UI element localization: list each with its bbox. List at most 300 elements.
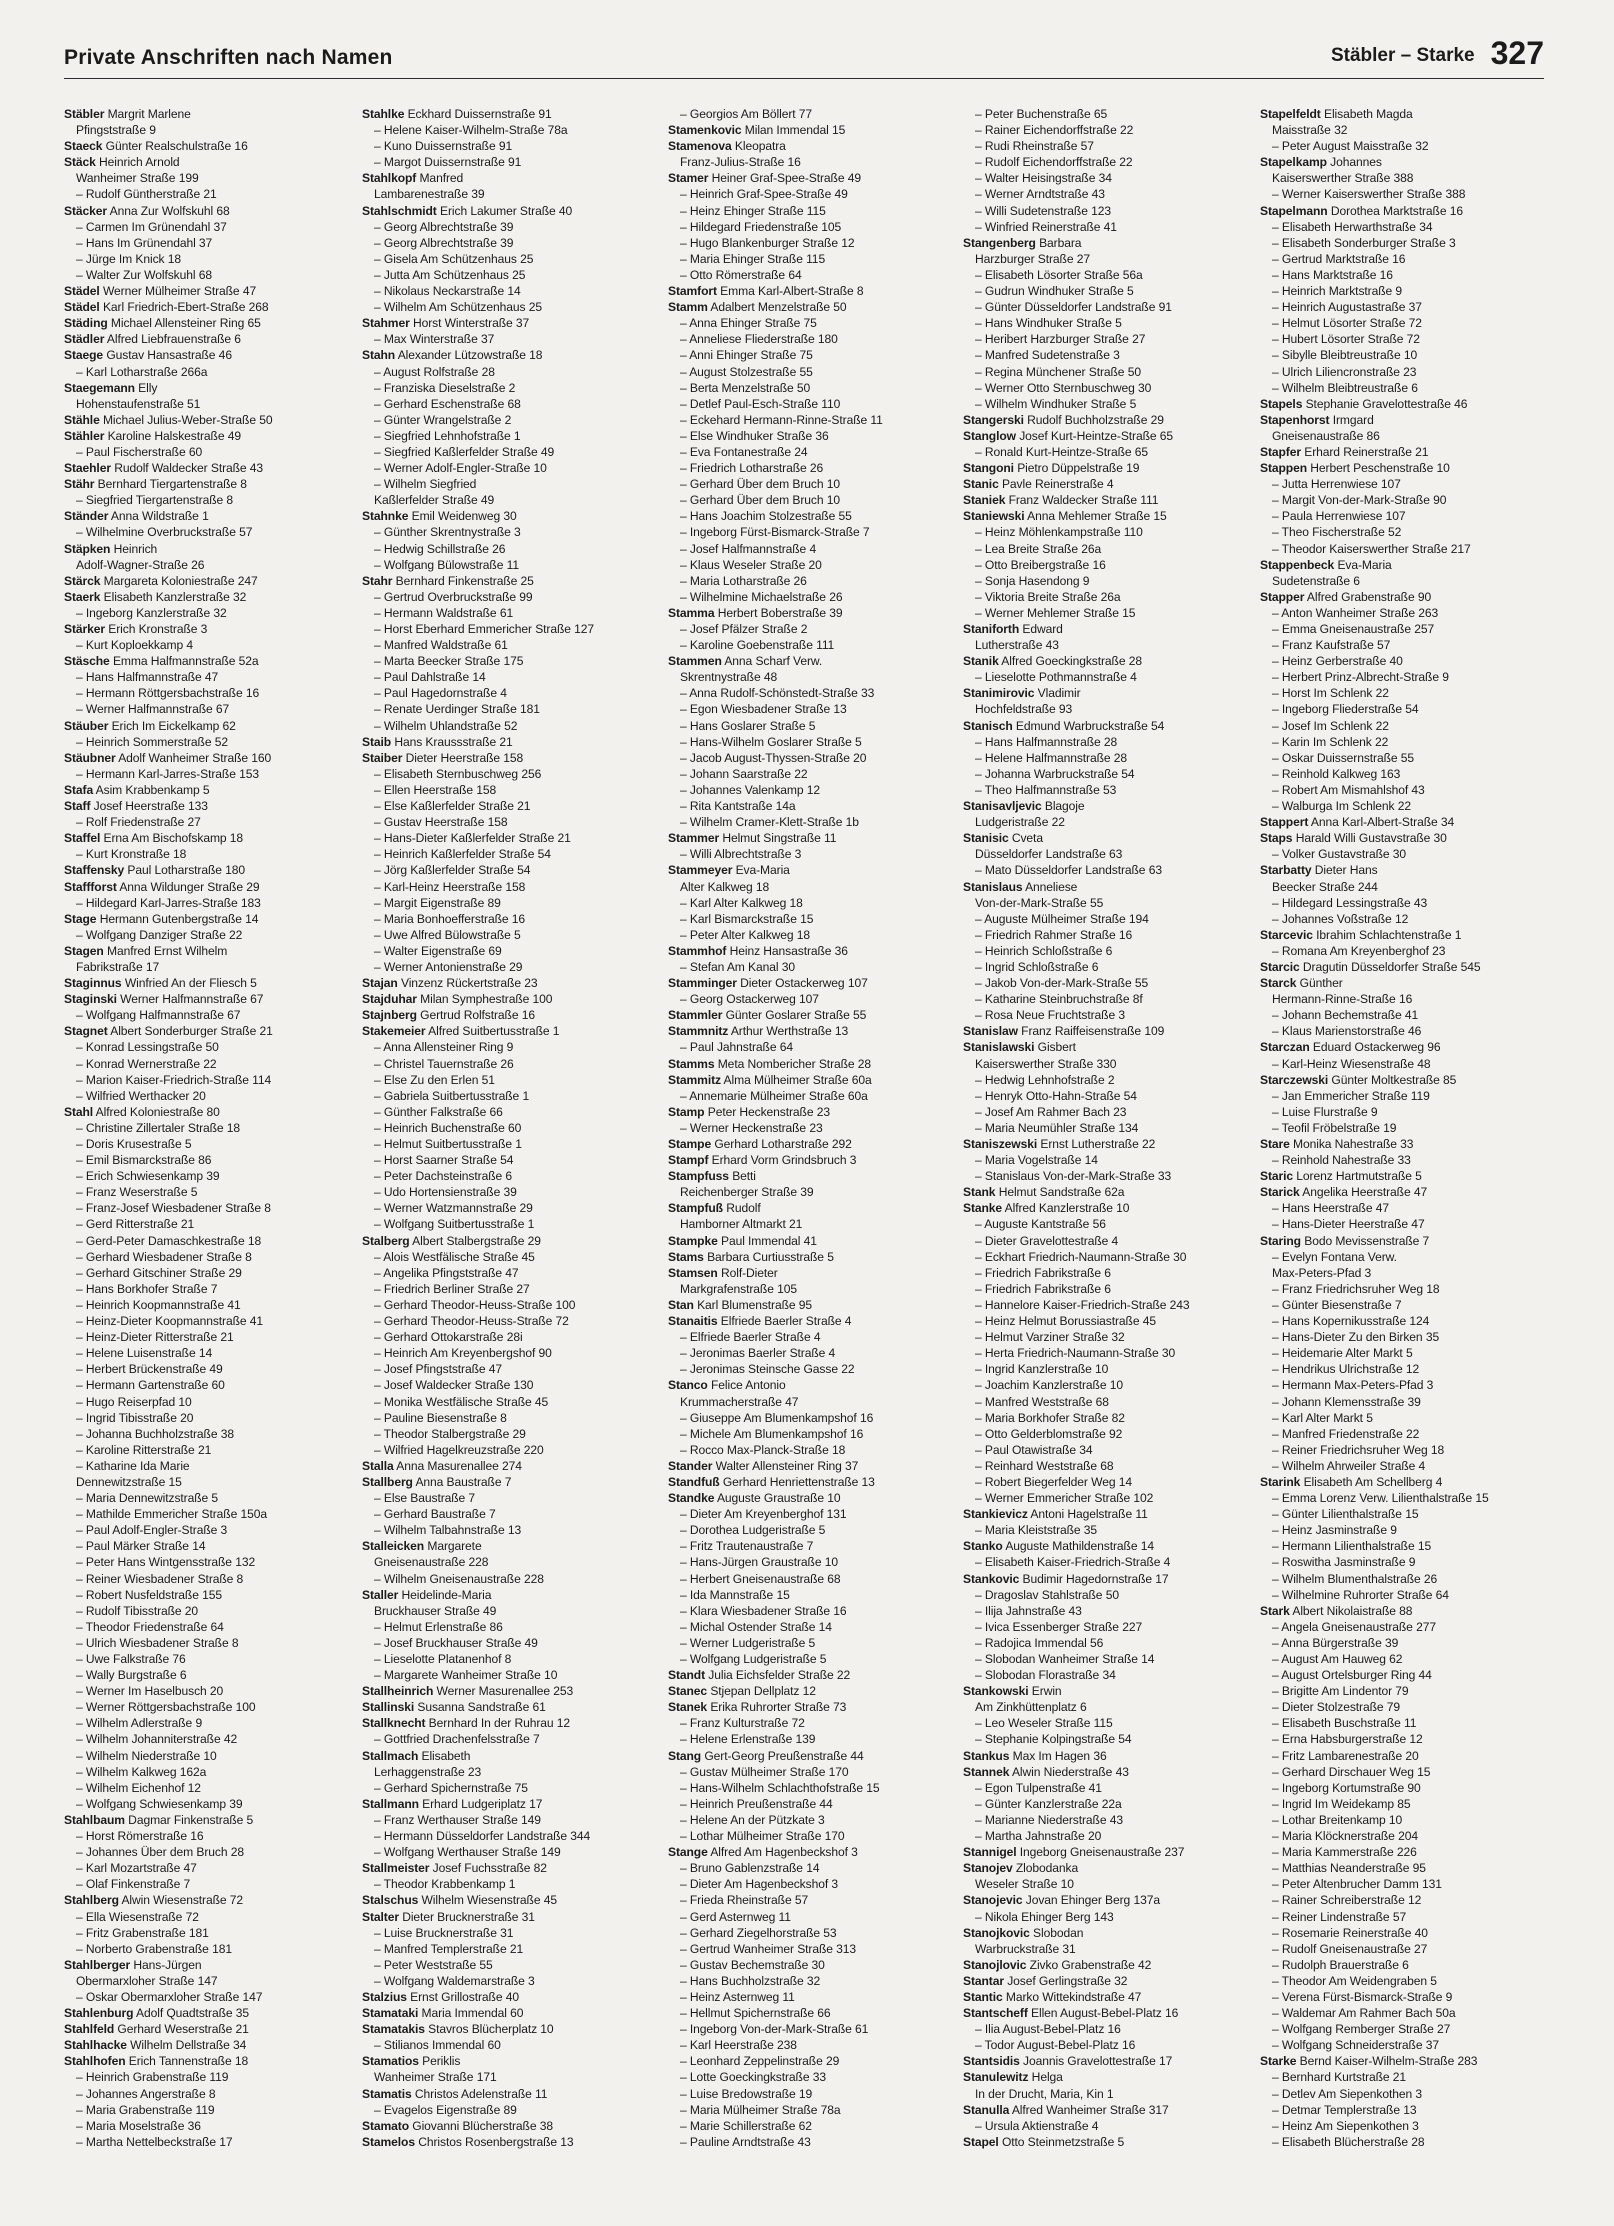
directory-entry: – Slobodan Florastraße 34 [975,1668,1116,1683]
directory-entry: – Giuseppe Am Blumenkampshof 16 [680,1410,874,1425]
directory-entry: – Paul Fischerstraße 60 [76,444,203,459]
entry-surname: Stalberg [362,1233,410,1248]
directory-entry: – Franz-Josef Wiesbadener Straße 8 [76,1201,271,1216]
directory-entry: Ludgeristraße 22 [975,815,1065,830]
page-title: Private Anschriften nach Namen [64,46,393,69]
entry-surname: Stams [668,1249,704,1264]
directory-entry: Stamatis Christos Adelenstraße 11 [362,2086,548,2101]
directory-entry: – Brigitte Am Lindentor 79 [1272,1684,1409,1699]
directory-entry: – Winfried Reinerstraße 41 [975,219,1117,234]
directory-entry: – Maria Vogelstraße 14 [975,1153,1098,1168]
entry-surname: Stanic [963,477,999,492]
directory-entry: – Fritz Grabenstraße 181 [76,1925,209,1940]
directory-entry: – Karl Alter Kalkweg 18 [680,895,803,910]
directory-entry: – Friedrich Berliner Straße 27 [374,1281,530,1296]
directory-entry: – Teofil Fröbelstraße 19 [1272,1120,1397,1135]
directory-entry: – Viktoria Breite Straße 26a [975,589,1121,604]
directory-entry: – Johann Saarstraße 22 [680,766,808,781]
directory-entry: Stamato Giovanni Blücherstraße 38 [362,2118,553,2133]
directory-entry: – Wolfgang Schwiesenkamp 39 [76,1796,243,1811]
directory-entry: – Detlev Am Siepenkothen 3 [1272,2086,1423,2101]
directory-entry: – Wilhelm Eichenhof 12 [76,1780,201,1795]
directory-entry: – Pauline Biesenstraße 8 [374,1410,507,1425]
directory-entry: Stanic Pavle Reinerstraße 4 [963,477,1114,492]
entry-surname: Stakemeier [362,1024,426,1039]
entry-surname: Stäubner [64,750,116,765]
directory-entry: – Rudolf Eichendorffstraße 22 [975,155,1133,170]
directory-entry: – Gustav Mülheimer Straße 170 [680,1764,849,1779]
directory-entry: – Heinz-Dieter Ritterstraße 21 [76,1330,234,1345]
directory-entry: – Norberto Grabenstraße 181 [76,1941,232,1956]
directory-entry: Stamatios Periklis [362,2054,461,2069]
directory-entry: Staniewski Anna Mehlemer Straße 15 [963,509,1167,524]
directory-entry: – Peter August Maisstraße 32 [1272,139,1429,154]
directory-entry: Staginnus Winfried An der Fliesch 5 [64,976,257,991]
directory-entry: Düsseldorfer Landstraße 63 [975,847,1123,862]
directory-entry: Starbatty Dieter Hans [1260,863,1378,878]
directory-entry: Stallmeister Josef Fuchsstraße 82 [362,1861,547,1876]
page-range [1331,35,1544,72]
directory-entry: – Günther Falkstraße 66 [374,1104,503,1119]
directory-entry: – Wilhelm Uhlandstraße 52 [374,718,518,733]
directory-entry: Stahr Bernhard Finkenstraße 25 [362,573,534,588]
directory-entry: – Michal Ostender Straße 14 [680,1619,832,1634]
entry-surname: Stankovic [963,1571,1020,1586]
directory-entry: – Johannes Angerstraße 8 [76,2086,216,2101]
directory-entry: – Paul Märker Straße 14 [76,1539,206,1554]
directory-entry: – Else Zu den Erlen 51 [374,1072,495,1087]
directory-entry: – Reinhold Nahestraße 33 [1272,1153,1411,1168]
directory-entry: – Werner Ludgeristraße 5 [680,1635,816,1650]
directory-entry: – Peter Alter Kalkweg 18 [680,927,811,942]
entry-surname: Staginnus [64,976,122,991]
entry-surname: Stalla [362,1458,394,1473]
entry-surname: Stanisic [963,831,1009,846]
directory-entry: – Stilianos Immendal 60 [374,2038,501,2053]
directory-entry: – Maria Kleiststraße 35 [975,1523,1098,1538]
entry-surname: Stannigel [963,1845,1017,1860]
directory-entry: Hohenstaufenstraße 51 [76,396,201,411]
directory-entry: – Maria Ehinger Straße 115 [680,251,826,266]
directory-entry: Staniek Franz Waldecker Straße 111 [963,493,1159,508]
entry-surname: Ständer [64,509,109,524]
directory-entry: – Jutta Am Schützenhaus 25 [374,267,526,282]
entry-surname: Staniewski [963,509,1025,524]
directory-entry: – Gerhard Baustraße 7 [374,1507,496,1522]
entry-surname: Stamatios [362,2054,419,2069]
directory-entry: – Emma Gneisenaustraße 257 [1272,622,1435,636]
directory-entry: – Stefan Am Kanal 30 [680,959,795,974]
directory-entry: – Dieter Gravelottestraße 4 [975,1233,1119,1248]
entry-surname: Stamms [668,1056,715,1071]
directory-entry: – Maria Borkhofer Straße 82 [975,1410,1125,1425]
directory-entry: Städler Alfred Liebfrauenstraße 6 [64,332,241,347]
entry-surname: Staib [362,734,392,749]
directory-entry: – Robert Am Mismahlshof 43 [1272,782,1425,797]
directory-entry: – Werner Kaiserswerther Straße 388 [1272,187,1466,202]
directory-entry: Staffforst Anna Wildunger Straße 29 [64,879,260,894]
entry-surname: Stammen [668,654,722,669]
entry-surname: Stahnke [362,509,409,524]
directory-entry: Max-Peters-Pfad 3 [1272,1265,1372,1280]
directory-entry: Stahlenburg Adolf Quadtstraße 35 [64,2006,250,2021]
directory-entry: Staegemann Elly [64,380,158,395]
directory-entry: – Ingrid Im Weidekamp 85 [1272,1796,1411,1811]
entry-surname: Stahmer [362,316,410,331]
directory-entry: Stallberg Anna Baustraße 7 [362,1474,512,1489]
directory-entry: – Peter Hans Wintgensstraße 132 [76,1555,256,1570]
directory-entry: Stange Alfred Am Hagenbeckshof 3 [668,1845,858,1860]
directory-entry: – Hans Windhuker Straße 5 [975,316,1122,331]
directory-entry: Stantic Marko Wittekindstraße 47 [963,1989,1142,2004]
directory-entry: – Horst Saarner Straße 54 [374,1153,514,1168]
entry-surname: Stanojevic [963,1893,1023,1908]
directory-entry: – Johannes Voßstraße 12 [1272,911,1409,926]
entry-surname: Stapelmann [1260,203,1328,218]
directory-entry: – Elisabeth Herwarthstraße 34 [1272,219,1433,234]
directory-entry: Stanko Auguste Mathildenstraße 14 [963,1539,1154,1554]
directory-entry: – Martha Nettelbeckstraße 17 [76,2134,233,2149]
directory-entry: Stamfort Emma Karl-Albert-Straße 8 [668,284,864,299]
directory-entry: – Uwe Alfred Bülowstraße 5 [374,927,521,942]
directory-entry: – Egon Wiesbadener Straße 13 [680,702,847,717]
directory-entry: – Gertrud Marktstraße 16 [1272,251,1406,266]
directory-entry: – Manfred Templerstraße 21 [374,1941,524,1956]
directory-entry: – Hannelore Kaiser-Friedrich-Straße 243 [975,1297,1190,1312]
directory-entry: – Anni Ehinger Straße 75 [680,348,813,363]
directory-entry: – Johann Klemensstraße 39 [1272,1394,1421,1409]
directory-entry: Stanojkovic Slobodan [963,1925,1084,1940]
directory-entry: Harzburger Straße 27 [975,251,1090,266]
directory-entry: – Theo Halfmannstraße 53 [975,782,1117,797]
directory-entry: – Wilfried Werthacker 20 [76,1088,206,1103]
directory-entry: – Manfred Sudetenstraße 3 [975,348,1120,363]
directory-entry: – Ingeborg Fürst-Bismarck-Straße 7 [680,525,870,540]
directory-entry: Lambarenestraße 39 [374,187,485,202]
directory-entry: – Josef Halfmannstraße 4 [680,541,817,556]
directory-entry: Stamer Heiner Graf-Spee-Straße 49 [668,171,861,186]
directory-entry: Stalberg Albert Stalbergstraße 29 [362,1233,541,1248]
directory-entry: – Wolfgang Remberger Straße 27 [1272,2022,1451,2037]
entry-surname: Stähle [64,412,100,427]
directory-entry: Stanke Alfred Kanzlerstraße 10 [963,1201,1130,1216]
directory-entry: – Verena Fürst-Bismarck-Straße 9 [1272,1989,1453,2004]
directory-entry: Starke Bernd Kaiser-Wilhelm-Straße 283 [1260,2054,1478,2069]
directory-entry: – Maria Moselstraße 36 [76,2118,201,2133]
directory-entry: – Johanna Warbruckstraße 54 [975,766,1135,781]
directory-entry: – Siegfried Lehnhofstraße 1 [374,428,521,443]
directory-entry: Stare Monika Nahestraße 33 [1260,1137,1414,1151]
directory-entry: – Paul Adolf-Engler-Straße 3 [76,1523,228,1538]
entry-surname: Stantar [963,1973,1004,1988]
directory-entry: – Jan Emmericher Straße 119 [1272,1088,1430,1103]
directory-entry: – Heinz-Dieter Koopmannstraße 41 [76,1314,264,1329]
directory-entry: – Elisabeth Lösorter Straße 56a [975,267,1143,282]
entry-surname: Staginski [64,992,117,1007]
directory-entry: – Ingrid Schloßstraße 6 [975,959,1099,974]
directory-entry: – Wolfgang Danziger Straße 22 [76,927,243,942]
directory-entry: Stannek Alwin Niederstraße 43 [963,1764,1129,1779]
entry-surname: Stapenhorst [1260,412,1330,427]
directory-entry: – Jacob August-Thyssen-Straße 20 [680,750,867,765]
directory-entry: – Maria Mülheimer Straße 78a [680,2102,841,2117]
directory-entry: Stäuber Erich Im Eickelkamp 62 [64,718,236,733]
directory-entry: – Ulrich Liliencronstraße 23 [1272,364,1417,379]
directory-entry: Stamatakis Stavros Blücherplatz 10 [362,2022,554,2037]
directory-entry: – Anna Bürgerstraße 39 [1272,1635,1399,1650]
directory-entry: Standt Julia Eichsfelder Straße 22 [668,1668,851,1683]
entry-surname: Stalter [362,1909,399,1924]
directory-entry: Krummacherstraße 47 [680,1394,799,1409]
directory-entry: – Heinrich Sommerstraße 52 [76,734,228,749]
directory-entry: Stankovic Budimir Hagedornstraße 17 [963,1571,1169,1586]
page-number: 327 [1490,35,1544,71]
directory-entry: – Gerd Ritterstraße 21 [76,1217,195,1232]
directory-entry: Stäubner Adolf Wanheimer Straße 160 [64,750,272,765]
directory-entry: Stallheinrich Werner Masurenallee 253 [362,1684,574,1699]
entry-surname: Städel [64,300,100,315]
entry-surname: Stahlschmidt [362,203,437,218]
entry-surname: Standfuß [668,1474,720,1489]
directory-entry: Stangoni Pietro Düppelstraße 19 [963,461,1140,476]
entry-surname: Stahlberger [64,1957,131,1972]
directory-entry: Stamma Herbert Boberstraße 39 [668,605,843,620]
directory-entry: – Reiner Lindenstraße 57 [1272,1909,1407,1924]
entry-surname: Stammler [668,1008,723,1023]
directory-entry: – Leonhard Zeppelinstraße 29 [680,2054,840,2069]
directory-entry: – Josef Pfälzer Straße 2 [680,622,808,636]
directory-entry: Staiber Dieter Heerstraße 158 [362,750,524,765]
directory-entry: – Doris Krusestraße 5 [76,1137,192,1151]
directory-entry: Starczan Eduard Ostackerweg 96 [1260,1040,1441,1055]
directory-entry: – Heribert Harzburger Straße 27 [975,332,1146,347]
directory-entry: Stamp Peter Heckenstraße 23 [668,1104,830,1119]
entry-surname: Stamm [668,300,708,315]
directory-entry: Stäck Heinrich Arnold [64,155,180,170]
directory-entry: Staller Heidelinde-Maria [362,1587,492,1602]
directory-entry: – Theodor Friedenstraße 64 [76,1619,224,1634]
directory-entry: Stalla Anna Masurenallee 274 [362,1458,522,1473]
directory-entry: Standke Auguste Graustraße 10 [668,1491,841,1506]
directory-entry: – Horst Römerstraße 16 [76,1829,204,1844]
directory-entry: – Heinrich Marktstraße 9 [1272,284,1402,299]
directory-entry: – Wilhelm Johanniterstraße 42 [76,1732,238,1747]
directory-entry: Maisstraße 32 [1272,123,1348,138]
directory-entry: Stanulewitz Helga [963,2070,1063,2085]
page-header [64,34,1544,79]
directory-entry: – Hermann Röttgersbachstraße 16 [76,686,260,701]
directory-entry: Stammer Helmut Singstraße 11 [668,831,837,846]
directory-entry: Stanojev Zlobodanka [963,1861,1079,1876]
entry-surname: Staniek [963,493,1006,508]
directory-entry: – Olaf Finkenstraße 7 [76,1877,191,1892]
entry-surname: Stagnet [64,1024,108,1039]
entry-surname: Standt [668,1668,706,1683]
entry-surname: Stanek [668,1700,708,1715]
directory-entry: – Evagelos Eigenstraße 89 [374,2102,517,2117]
directory-entry: – Lea Breite Straße 26a [975,541,1102,556]
directory-entry: – Josef Pfingststraße 47 [374,1362,503,1377]
directory-entry: Staniforth Edward [963,622,1063,636]
directory-entry: – Wilhelm Cramer-Klett-Straße 1b [680,815,859,830]
directory-entry: – Reinhard Weststraße 68 [975,1458,1114,1473]
directory-entry: Stahlberger Hans-Jürgen [64,1957,202,1972]
directory-entry: – Hermann Waldstraße 61 [374,605,514,620]
directory-entry: Stajnberg Gertrud Rolfstraße 16 [362,1008,535,1023]
entry-surname: Städler [64,332,105,347]
directory-entry: Stanisic Cveta [963,831,1043,846]
entry-surname: Stammer [668,831,720,846]
directory-entry: – Theo Fischerstraße 52 [1272,525,1402,540]
entry-surname: Stanik [963,654,999,669]
directory-entry: – Angela Gneisenaustraße 277 [1272,1619,1436,1634]
entry-surname: Stan [668,1297,694,1312]
entry-surname: Stahr [362,573,393,588]
directory-entry: Stalschus Wilhelm Wiesenstraße 45 [362,1893,557,1908]
directory-entry: – Wolfgang Halfmannstraße 67 [76,1008,241,1023]
entry-surname: Stapelkamp [1260,155,1327,170]
directory-entry: Stalleicken Margarete [362,1539,482,1554]
directory-entry: – Jürge Im Knick 18 [76,251,181,266]
directory-entry: Staib Hans Kraussstraße 21 [362,734,513,749]
entry-surname: Stanec [668,1684,708,1699]
directory-entry: – Hildegard Friedenstraße 105 [680,219,842,234]
directory-entry: – Ella Wiesenstraße 72 [76,1909,199,1924]
directory-entry: Stantscheff Ellen August-Bebel-Platz 16 [963,2006,1179,2021]
directory-entry: – Horst Eberhard Emmericher Straße 127 [374,622,595,636]
directory-entry: – Herbert Brückenstraße 49 [76,1362,223,1377]
directory-entry: – Max Winterstraße 37 [374,332,495,347]
entry-surname: Stappen [1260,461,1308,476]
directory-entry: Stammler Günter Goslarer Straße 55 [668,1008,867,1023]
directory-entry: – Wolfgang Bülowstraße 11 [374,557,519,572]
directory-entry: – Ingeborg Kortumstraße 90 [1272,1780,1421,1795]
directory-entry: Markgrafenstraße 105 [680,1281,797,1296]
entry-surname: Staring [1260,1233,1301,1248]
directory-entry: – Dieter Am Hagenbeckshof 3 [680,1877,838,1892]
directory-entry: – Klaus Weseler Straße 20 [680,557,822,572]
directory-entry: – Volker Gustavstraße 30 [1272,847,1407,862]
directory-entry: – Kurt Kronstraße 18 [76,847,187,862]
directory-entry: – Friedrich Fabrikstraße 6 [975,1281,1111,1296]
directory-entry: Stagnet Albert Sonderburger Straße 21 [64,1024,273,1039]
entry-surname: Stähr [64,477,95,492]
directory-entry: – Friedrich Lotharstraße 26 [680,461,824,476]
directory-entry: – Wilhelmine Michaelstraße 26 [680,589,843,604]
directory-entry: – Dorothea Ludgeristraße 5 [680,1523,826,1538]
directory-entry: – Wilhelm Windhuker Straße 5 [975,396,1137,411]
entry-surname: Stäsche [64,654,110,669]
directory-entry: Stapenhorst Irmgard [1260,412,1374,427]
directory-entry: – Robert Biegerfelder Weg 14 [975,1474,1132,1489]
directory-entry: – Christine Zillertaler Straße 18 [76,1120,241,1135]
directory-entry: – Herta Friedrich-Naumann-Straße 30 [975,1346,1176,1361]
directory-entry: – Emma Lorenz Verw. Lilienthalstraße 15 [1272,1491,1489,1506]
entry-surname: Stahn [362,348,396,363]
directory-entry: – Ida Mannstraße 15 [680,1587,790,1602]
directory-entry: – Regina Münchener Straße 50 [975,364,1141,379]
entry-surname: Stanisch [963,718,1013,733]
directory-entry: – Mato Düsseldorfer Landstraße 63 [975,863,1162,878]
entry-surname: Stallknecht [362,1716,426,1731]
directory-entry: – Todor August-Bebel-Platz 16 [975,2038,1136,2053]
directory-entry: – Günter Biesenstraße 7 [1272,1297,1402,1312]
entry-surname: Stamma [668,605,715,620]
directory-entry: – Johannes Über dem Bruch 28 [76,1845,244,1860]
directory-entry: – Helmut Lösorter Straße 72 [1272,316,1422,331]
directory-entry: – Gustav Heerstraße 158 [374,815,508,830]
directory-entry: Stannigel Ingeborg Gneisenaustraße 237 [963,1845,1185,1860]
entry-surname: Stamatis [362,2086,412,2101]
directory-entry: – Jeronimas Baerler Straße 4 [680,1346,836,1361]
directory-entry: – Katharine Ida Marie [76,1458,190,1473]
directory-entry: – Peter Weststraße 55 [374,1957,493,1972]
entry-surname: Starczewski [1260,1072,1329,1087]
directory-entry: – Otto Römerstraße 64 [680,267,802,282]
directory-entry: Bruckhauser Straße 49 [374,1603,497,1618]
directory-entry: Stagen Manfred Ernst Wilhelm [64,943,228,958]
column-4 [963,106,1251,2150]
directory-entry: Starink Elisabeth Am Schellberg 4 [1260,1474,1443,1489]
directory-entry: – Karl Alter Markt 5 [1272,1410,1373,1425]
entry-surname: Stammitz [668,1072,721,1087]
entry-surname: Stamer [668,171,709,186]
directory-entry: – Hildegard Karl-Jarres-Straße 183 [76,895,261,910]
directory-entry: Stan Karl Blumenstraße 95 [668,1297,813,1312]
entry-surname: Stahlenburg [64,2006,134,2021]
directory-entry: Starck Günther [1260,976,1343,991]
directory-entry: – Wilhelm Ahrweiler Straße 4 [1272,1458,1426,1473]
directory-entry: – Rolf Friedenstraße 27 [76,815,201,830]
entry-surname: Stannek [963,1764,1010,1779]
directory-entry: Standfuß Gerhard Henriettenstraße 13 [668,1474,875,1489]
directory-entry: Staniszewski Ernst Lutherstraße 22 [963,1137,1156,1151]
entry-surname: Staegemann [64,380,135,395]
directory-entry: – Gottfried Drachenfelsstraße 7 [374,1732,540,1747]
directory-entry: Stankus Max Im Hagen 36 [963,1748,1107,1763]
directory-entry: – Lothar Mülheimer Straße 170 [680,1829,845,1844]
directory-entry: – Anna Ehinger Straße 75 [680,316,817,331]
directory-entry: – Lotte Goeckingkstraße 33 [680,2070,826,2085]
directory-entry: Stangenberg Barbara [963,235,1082,250]
directory-entry: – Wally Burgstraße 6 [76,1668,187,1683]
entry-surname: Stallmeister [362,1861,430,1876]
directory-entry: – Heinz Asternweg 11 [680,1989,795,2004]
directory-entry: – Friedrich Rahmer Straße 16 [975,927,1133,942]
directory-entry: – Paul Dahlstraße 14 [374,670,486,685]
directory-entry: – Werner Watzmannstraße 29 [374,1201,533,1216]
directory-entry: – Mathilde Emmericher Straße 150a [76,1507,267,1522]
entry-surname: Stamatakis [362,2022,425,2037]
directory-entry: Stäsche Emma Halfmannstraße 52a [64,654,259,669]
entry-surname: Stang [668,1748,702,1763]
directory-entry: Stanislaus Anneliese [963,879,1078,894]
directory-entry: – Heinrich Kaßlerfelder Straße 54 [374,847,551,862]
entry-surname: Stahlke [362,107,405,121]
directory-entry: Stapel Otto Steinmetzstraße 5 [963,2134,1125,2149]
directory-entry: – Günther Skrentnystraße 3 [374,525,521,540]
directory-entry: – Karl Bismarckstraße 15 [680,911,814,926]
directory-entry: – Theodor Kaiserswerther Straße 217 [1272,541,1471,556]
directory-entry: – Heinrich Buchenstraße 60 [374,1120,522,1135]
directory-entry: Stanojevic Jovan Ehinger Berg 137a [963,1893,1160,1908]
directory-entry: – Heidemarie Alter Markt 5 [1272,1346,1413,1361]
entry-surname: Stamfort [668,284,717,299]
directory-entry: – Wilhelm Bleibtreustraße 6 [1272,380,1418,395]
directory-entry: – Rosa Neue Fruchtstraße 3 [975,1008,1125,1023]
entry-surname: Stank [963,1185,996,1200]
directory-entry: – Gerhard Dirschauer Weg 15 [1272,1764,1431,1779]
